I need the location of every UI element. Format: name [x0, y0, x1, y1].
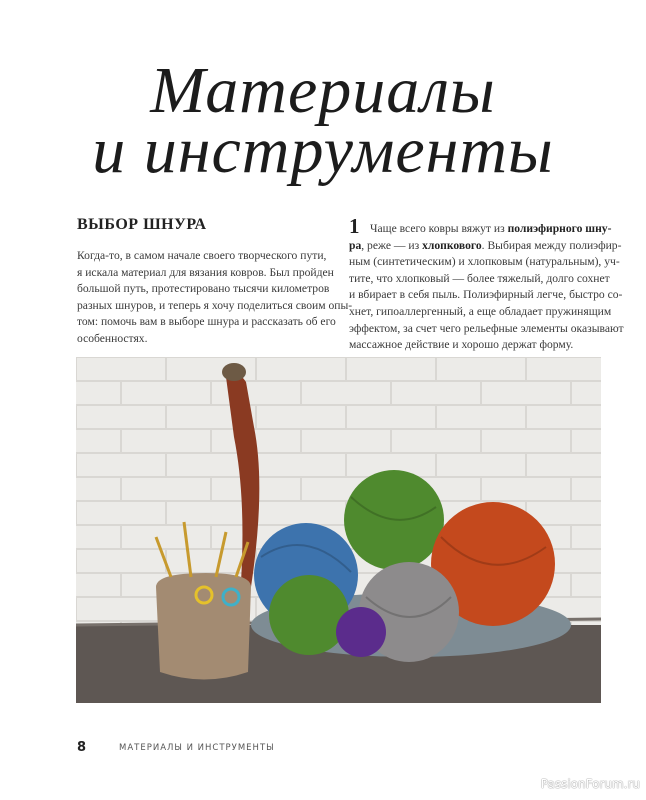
- step-line: [349, 337, 624, 354]
- step-line: [349, 254, 624, 271]
- text-run: . Выбирая между полиэфир-: [481, 238, 622, 252]
- text-run: эффектом, за счет чего рельефные элементы оказывают: [349, 321, 624, 335]
- step-number: 1: [349, 214, 360, 238]
- intro-line: Когда-то, в самом начале своего творческого пути,: [77, 249, 327, 262]
- intro-line: большой путь, протестировано тысячи километров: [77, 282, 330, 296]
- step-line: [349, 304, 624, 321]
- bold-term: хлопкового: [422, 238, 482, 252]
- bold-term: ра: [349, 238, 362, 252]
- small-green-yarn: [269, 575, 349, 655]
- page-title-line-2: и инструменты: [92, 114, 554, 187]
- text-run: ным (синтетическим) и хлопковым (натуральным), уч-: [349, 255, 620, 269]
- step-line: [349, 321, 624, 338]
- step-line: [349, 287, 624, 304]
- step-line: [349, 271, 624, 288]
- step-line: [349, 238, 624, 255]
- text-run: Чаще всего ковры вяжут из: [370, 222, 508, 235]
- intro-line: том: помочь вам в выборе шнура и рассказать об его: [77, 315, 336, 329]
- text-run: хнет, гипоаллергенный, а еще обладает пружинящим: [349, 304, 612, 318]
- text-run: , реже — из: [361, 238, 423, 252]
- watermark: PassionForum.ru: [540, 777, 640, 791]
- intro-line: особенностях.: [77, 331, 148, 345]
- intro-paragraph: [77, 248, 352, 348]
- yarn-photo: [76, 357, 601, 703]
- text-run: тите, что хлопковый — более тяжелый, долго сохнет: [349, 271, 610, 285]
- knitted-basket: [156, 573, 251, 680]
- running-title: МАТЕРИАЛЫ И ИНСТРУМЕНТЫ: [119, 743, 275, 753]
- bold-term: полиэфирного шну-: [507, 222, 612, 235]
- step-line: [349, 221, 624, 238]
- intro-line: разных шнуров, и теперь я хочу поделиться своим опы-: [77, 298, 353, 312]
- step-paragraph: [349, 214, 624, 354]
- text-run: массажное действие и хорошо держат форму.: [349, 338, 574, 352]
- page-number: 8: [77, 740, 87, 755]
- purple-yarn: [336, 607, 386, 657]
- intro-line: я искала материал для вязания ковров. Был пройден: [77, 265, 334, 279]
- text-run: и вбирает в себя пыль. Полиэфирный легче, быстро со-: [349, 288, 623, 302]
- page-title-line-1: Материалы: [150, 54, 496, 127]
- section-heading: ВЫБОР ШНУРА: [77, 216, 207, 233]
